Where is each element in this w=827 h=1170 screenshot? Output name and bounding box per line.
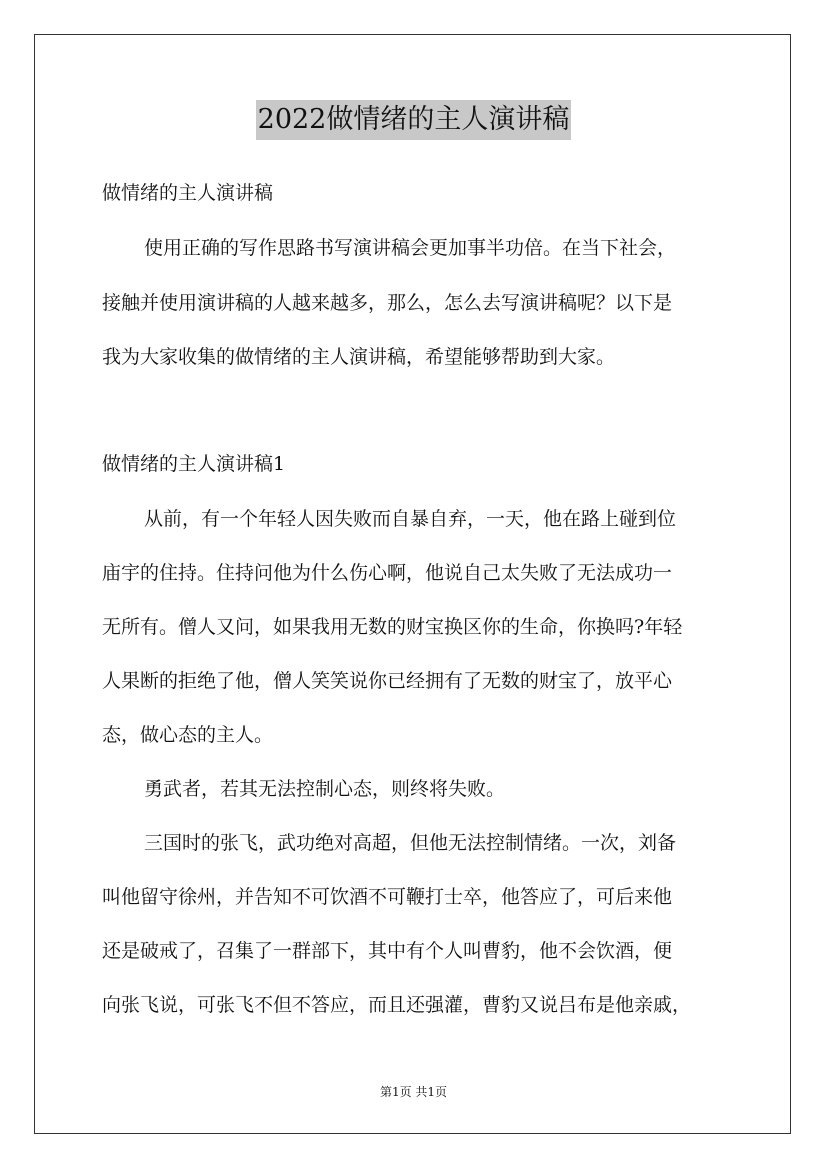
page-footer: 第1页 共1页 bbox=[379, 1085, 448, 1099]
para2-line-1: 勇武者，若其无法控制心态，则终将失败。 bbox=[144, 778, 506, 800]
para3-line-3: 还是破戒了，召集了一群部下，其中有个人叫曹豹，他不会饮酒，便 bbox=[102, 940, 673, 962]
para1-line-3: 无所有。僧人又问，如果我用无数的财宝换区你的生命，你换吗?年轻 bbox=[102, 616, 683, 638]
para1-line-2: 庙宇的住持。住持问他为什么伤心啊，他说自己太失败了无法成功一 bbox=[102, 562, 673, 584]
para1-line-1: 从前，有一个年轻人因失败而自暴自弃，一天，他在路上碰到位 bbox=[144, 508, 677, 530]
para3-line-4: 向张飞说，可张飞不但不答应，而且还强灌，曹豹又说吕布是他亲戚， bbox=[102, 994, 692, 1016]
title-container bbox=[0, 100, 827, 140]
intro-line-1: 使用正确的写作思路书写演讲稿会更加事半功倍。在当下社会， bbox=[144, 237, 677, 259]
para1-line-4: 人果断的拒绝了他，僧人笑笑说你已经拥有了无数的财宝了，放平心 bbox=[102, 670, 673, 692]
intro-line-2: 接触并使用演讲稿的人越来越多，那么，怎么去写演讲稿呢？以下是 bbox=[102, 292, 673, 314]
para3-line-1: 三国时的张飞，武功绝对高超，但他无法控制情绪。一次，刘备 bbox=[144, 832, 677, 854]
para1-line-5: 态，做心态的主人。 bbox=[102, 724, 274, 746]
document-title: 2022做情绪的主人演讲稿 bbox=[256, 100, 572, 140]
intro-line-3: 我为大家收集的做情绪的主人演讲稿，希望能够帮助到大家。 bbox=[102, 346, 616, 368]
section-heading: 做情绪的主人演讲稿1 bbox=[102, 453, 286, 475]
document-subtitle: 做情绪的主人演讲稿 bbox=[102, 182, 274, 204]
para3-line-2: 叫他留守徐州，并告知不可饮酒不可鞭打士卒，他答应了，可后来他 bbox=[102, 886, 673, 908]
